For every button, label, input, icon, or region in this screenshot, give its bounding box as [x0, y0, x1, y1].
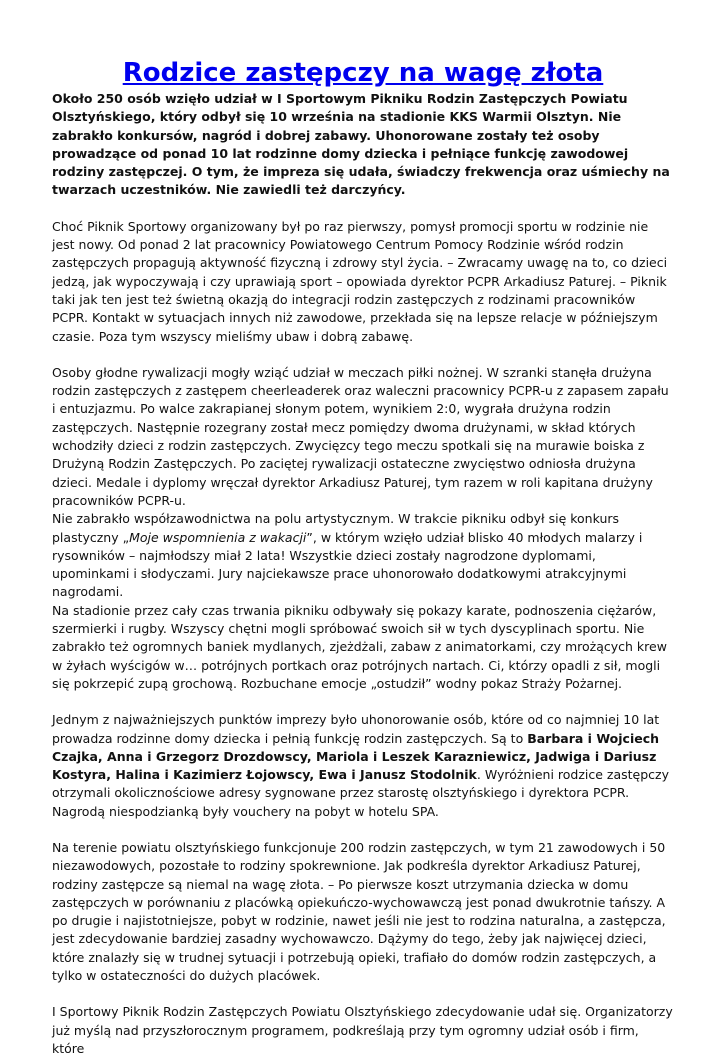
paragraph-statistics: Na terenie powiatu olsztyńskiego funkcjonuje 200 rodzin zastępczych, w tym 21 zawodowych i 50 niezawodowych, pozostałe to rodziny spokrewnione. Jak podkreśla dyrektor Arkadiusz Paturej, rodziny zastępcze są niemal na wagę złota. – Po pierwsze koszt utrzymania dziecka w domu zastępczych w porównaniu z placówką opiekuńczo-wychowawczą jest ponad dwukrotnie tańszy. A po drugie i najistotniejsze, pobyt w rodzinie, nawet jeśli nie jest to rodzina naturalna, a zastępcza, jest zdecydowanie bardziej zasadny wychowawczo. Dążymy do tego, żeby jak najwięcej dzieci, które znalazły się w trudnej sytuacji i potrzebują opieki, trafiało do domów rodzin zastępczych, a tylko w ostateczności do dużych placówek. — [52, 839, 666, 984]
honored-names: Barbara i Wojciech Czajka, Anna i Grzegorz Drozdowscy, Mariola i Leszek Karazniewicz, Jadwiga i Dariusz Kostyra, Halina i Kazimierz Łojowscy, Ewa i Janusz Stodolnik — [52, 730, 660, 783]
paragraph-honored — [52, 711, 674, 821]
article-body — [52, 90, 674, 1058]
honored-before: Jednym z najważniejszych punktów imprezy było uhonorowanie osób, które od co najmniej 10 lat prowadza rodzinne domy dziecka i pełnią funkcję rodzin zastępczych. Są to — [52, 712, 660, 746]
honored-after: . Wyróżnieni rodzice zastępczy otrzymali okolicznościowe adresy sygnowane przez starostę olsztyńskiego i dyrektora PCPR. Nagrodą niespodzianką były vouchery na pobyt w hotelu SPA. — [52, 767, 669, 819]
article-title[interactable]: Rodzice zastępczy na wagę złota — [122, 58, 604, 88]
document-page — [52, 0, 674, 1058]
art-contest-text — [52, 510, 674, 601]
football-text: Osoby głodne rywalizacji mogły wziąć udział w meczach piłki nożnej. W szranki stanęła drużyna rodzin zastępczych z zastępem cheerleaderek oraz waleczni pracownicy PCPR-u z zapasem zapału i entuzjazmu. Po walce zakrapianej słonym potem, wynikiem 2:0, wygrała drużyna rodzin zastępczych. Następnie rozegrany został mecz pomiędzy dwoma drużynami, w skład których wchodziły dzieci z rodzin zastępczych. Zwycięzcy tego meczu spotkali się na murawie boiska z Drużyną Rodzin Zastępczych. Po zaciętej rywalizacji ostateczne zwycięstwo odniosła drużyna dzieci. Medale i dyplomy wręczał dyrektor Arkadiusz Paturej, tym razem w roli kapitana drużyny pracowników PCPR-u. — [52, 364, 669, 508]
paragraph-intro: Choć Piknik Sportowy organizowany był po raz pierwszy, pomysł promocji sportu w rodzinie nie jest nowy. Od ponad 2 lat pracownicy Powiatowego Centrum Pomocy Rodzinie wśród rodzin zastępczych propagują aktywność fizyczną i zdrowy styl życia. – Zwracamy uwagę na to, co dzieci jedzą, jak wypoczywają i czy uprawiają sport – opowiada dyrektor PCPR Arkadiusz Paturej. – Piknik taki jak ten jest też świetną okazją do integracji rodzin zastępczych z rodzinami pracowników PCPR. Kontakt w sytuacjach innych niż zawodowe, przekłada się na lepsze relacje w późniejszym czasie. Poza tym wszyscy mieliśmy ubaw i dobrą zabawę. — [52, 218, 668, 344]
attractions-text: Na stadionie przez cały czas trwania pikniku odbywały się pokazy karate, podnoszenia ciężarów, szermierki i rugby. Wszyscy chętni mogli spróbować swoich sił w tych dyscyplinach sportu. Nie zabrakło też ogromnych baniek mydlanych, zjeżdżali, zabaw z animatorkami, czy mrożących krew w żyłach wyścigów w… potrójnych portkach oraz potrójnych nartach. Ci, którzy opadli z sił, mogli się pokrzepić zupą grochową. Rozbuchane emocje „ostudził” wodny pokaz Straży Pożarnej. — [52, 602, 667, 691]
article-lead: Około 250 osób wzięło udział w I Sportowym Pikniku Rodzin Zastępczych Powiatu Olsztyńskiego, który odbył się 10 września na stadionie KKS Warmii Olsztyn. Nie zabrakło konkursów, nagród i dobrej zabawy. Uhonorowane zostały też osoby prowadzące od ponad 10 lat rodzinne domy dziecka i pełniące funkcję zawodowej rodziny zastępczej. O tym, że impreza się udała, świadczy frekwencja oraz uśmiechy na twarzach uczestników. Nie zawiedli też darczyńcy. — [52, 91, 670, 198]
paragraph-closing: I Sportowy Piknik Rodzin Zastępczych Powiatu Olsztyńskiego zdecydowanie udał się. Organizatorzy już myślą nad przyszłorocznym programem, podkreślają przy tym ogromny udział osób i firm, które — [52, 1004, 673, 1056]
paragraph-competitions — [52, 364, 674, 693]
contest-name: Moje wspomnienia z wakacji — [129, 529, 307, 545]
art-contest-after: ”, w którym wzięło udział blisko 40 młodych malarzy i rysowników – najmłodszy miał 2 lata! Wszystkie dzieci zostały nagrodzone dyplomami, upominkami i słodyczami. Jury najciekawsze prace uhonorowało dodatkowymi atrakcyjnymi nagrodami. — [52, 529, 643, 600]
art-contest-before: Nie zabrakło współzawodnictwa na polu artystycznym. W trakcie pikniku odbył się konkurs plastyczny „ — [52, 511, 620, 545]
